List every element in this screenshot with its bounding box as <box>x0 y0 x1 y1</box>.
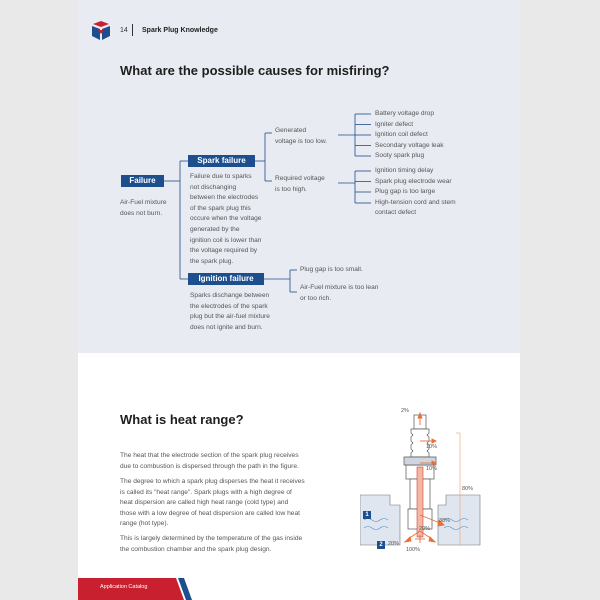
ignition-cause-mixture: Air-Fuel mixture is too lean or too rich. <box>300 284 379 302</box>
list-item: High-tension cord and stem <box>375 198 456 206</box>
page-number: 14 <box>120 27 128 34</box>
spark-failure-description: Failure due to sparks not dischanging between the electrodes of the spark plug this occure when the voltage generated by the ignition coil is lower than the voltage required by the spark plug. <box>190 173 262 265</box>
failure-description: Air-Fuel mixture does not burn. <box>120 199 167 217</box>
list-item: Ignition timing delay <box>375 167 434 174</box>
heat-paragraph-2: The degree to which a spark plug disperses the heat it receives is called its "heat range". Spark plugs with a high degree of heat dispersion are called high heat range (cold type) and those with a low degree of heat dispersion are called low heat range (hot type). <box>120 478 305 528</box>
required-voltage-cause: Required voltage is too high. <box>275 175 325 193</box>
heat-label-top: 2% <box>401 408 409 414</box>
section-title: Spark Plug Knowledge <box>142 27 218 34</box>
list-item: Plug gap is too large <box>375 188 436 196</box>
heat-label-bottom: 100% <box>406 547 421 553</box>
heat-label-c: 38% <box>439 518 451 524</box>
heat-label-a: 10% <box>426 444 438 450</box>
failure-badge: Failure <box>121 175 164 187</box>
heat-label-e: 20% <box>388 541 400 547</box>
generated-voltage-cause: Generated voltage is too low. <box>275 127 328 145</box>
heat-range-heading: What is heat range? <box>120 412 244 427</box>
marker-1: 1 <box>363 511 371 519</box>
heat-paragraph-3: This is largely determined by the temperature of the gas inside the combustion chamber and the spark plug design. <box>120 535 303 553</box>
list-item: Secondary voltage leak <box>375 141 444 149</box>
spark-plug-heat-diagram <box>360 405 490 555</box>
list-item: contact defect <box>375 209 417 217</box>
catalog-page <box>78 0 520 600</box>
list-item: Battery voltage drop <box>375 110 435 117</box>
list-item: Spark plug electrode wear <box>375 177 452 185</box>
heat-paragraph-1: The heat that the electrode section of the spark plug receives due to combustion is dispersed through the path in the figure. <box>120 452 299 470</box>
misfire-heading: What are the possible causes for misfiring? <box>120 63 390 78</box>
ignition-failure-badge: Ignition failure <box>188 273 264 285</box>
heat-label-d: 20% <box>419 526 431 532</box>
footer-label: Application Catalog <box>100 584 148 590</box>
ignition-cause-gap: Plug gap is too small. <box>300 266 363 273</box>
marker-2: 2 <box>377 541 385 549</box>
heat-label-b: 10% <box>426 466 438 472</box>
list-item: Igniter defect <box>375 120 414 128</box>
required-voltage-causes-list <box>375 166 456 219</box>
list-item: Ignition coil defect <box>375 131 428 139</box>
heat-label-total: 80% <box>462 486 474 492</box>
ignition-failure-description: Sparks dischange between the electrodes of the spark plug but the air-fuel mixture does not ignite and burn. <box>190 292 270 331</box>
generated-voltage-causes-list <box>375 109 444 162</box>
spark-failure-badge: Spark failure <box>188 155 255 167</box>
list-item: Sooty spark plug <box>375 152 425 160</box>
